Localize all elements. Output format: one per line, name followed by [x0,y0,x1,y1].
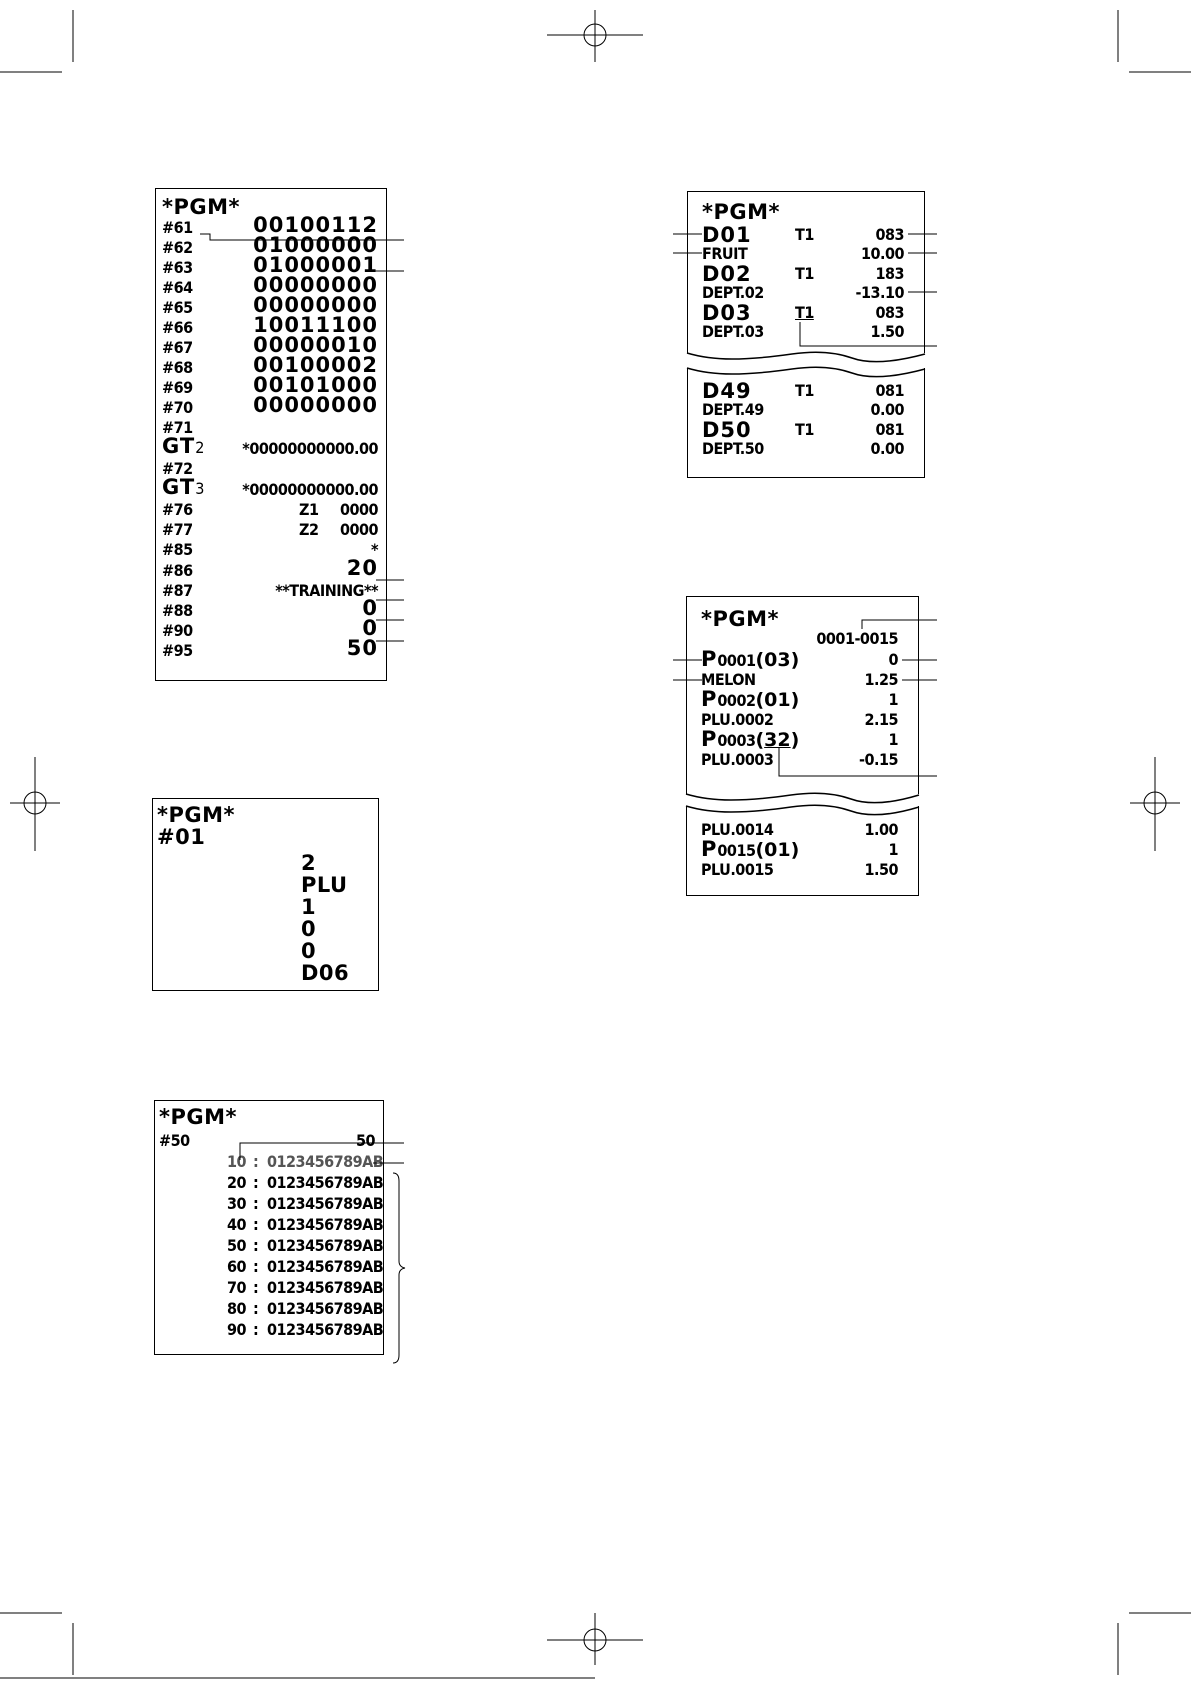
dept-value: 083 [875,303,904,322]
plu-value: 1.50 [864,860,898,879]
dept-name: DEPT.03 [702,322,764,341]
dept-value: 081 [875,420,904,439]
dept-value: 0.00 [870,439,904,458]
row-label: #68 [162,358,193,377]
receipt-row [156,556,386,580]
row-value: 50 [346,636,378,660]
receipt-function-key [152,798,379,991]
row-value: 00000000 [253,293,378,317]
row-value: 00100112 [253,213,378,237]
receipt-departments-top [687,191,925,353]
receipt-program-settings [155,188,387,681]
plu-value: 1 [888,690,898,709]
line-num: 60 [227,1257,247,1276]
plu-value: -0.15 [859,750,898,769]
plu-code: P0015(01) [701,837,800,861]
row-value: 0 [362,596,378,620]
line-num: 20 [227,1173,247,1192]
gt2-value: *00000000000.00 [242,439,378,458]
row-label: #69 [162,378,193,397]
dept-value: 083 [875,225,904,244]
row-label: #72 [162,459,193,478]
plu-name: PLU.0002 [701,710,774,729]
row-label: #88 [162,601,193,620]
line-sep: : [253,1299,259,1318]
row-value: 20 [346,556,378,580]
row-label: #64 [162,278,193,297]
line-num: 70 [227,1278,247,1297]
plu-value: 1 [888,730,898,749]
plu-code: P0001(03) [701,647,800,671]
plu-value: 0 [888,650,898,669]
dept-name: DEPT.02 [702,283,764,302]
receipt-plu-bottom [686,806,919,896]
receipt-row [156,580,386,600]
line-text: 0123456789AB [267,1236,384,1255]
line-sep: : [253,1152,259,1171]
receipt-row [156,499,386,519]
line-sep: : [253,1278,259,1297]
line-text: 0123456789AB [267,1320,384,1339]
receipt-row-gt2 [156,434,386,458]
z1-value: 0000 [339,500,378,519]
receipt-line: 1 [301,895,317,919]
receipt-row [156,393,386,417]
receipt-header: *PGM* [701,607,779,631]
row-value: * [370,540,378,559]
receipt-departments-bottom [687,368,925,478]
receipt-row [156,596,386,620]
row-value: 00000000 [253,273,378,297]
z1-label: Z1 [299,500,319,519]
row-label: #66 [162,318,193,337]
dept-name: DEPT.49 [702,400,764,419]
receipt-value: 50 [355,1131,375,1150]
dept-code: D03 [702,301,752,325]
row-value: 00000010 [253,333,378,357]
plu-value: 1.00 [864,820,898,839]
line-text: 0123456789AB [267,1299,384,1318]
z2-label: Z2 [299,520,319,539]
receipt-message-lines [154,1100,384,1355]
plu-name: PLU.0014 [701,820,774,839]
plu-name: PLU.0003 [701,750,774,769]
line-text: 0123456789AB [267,1257,384,1276]
line-sep: : [253,1236,259,1255]
receipt-code: #01 [157,825,206,849]
plu-value: 1.25 [864,670,898,689]
row-label: #86 [162,561,193,580]
row-value: 00000000 [253,393,378,417]
tear-edge-icon [686,793,919,802]
line-num: 40 [227,1215,247,1234]
dept-value: 081 [875,381,904,400]
dept-name: DEPT.50 [702,439,764,458]
row-label: #67 [162,338,193,357]
row-label: #61 [162,218,193,237]
plu-value: 1 [888,840,898,859]
dept-code: D50 [702,418,752,442]
row-label: #90 [162,621,193,640]
receipt-line: 0 [301,917,317,941]
line-num: 30 [227,1194,247,1213]
row-value: 01000001 [253,253,378,277]
plu-value: 2.15 [864,710,898,729]
line-sep: : [253,1320,259,1339]
row-label: #62 [162,238,193,257]
dept-tax: T1 [795,420,814,439]
line-sep: : [253,1173,259,1192]
row-label: #87 [162,581,193,600]
receipt-header: *PGM* [702,200,780,224]
plu-name: MELON [701,670,756,689]
receipt-header: *PGM* [162,195,240,219]
line-text: 0123456789AB [267,1152,384,1171]
receipt-row-gt3 [156,475,386,499]
plu-name: PLU.0015 [701,860,774,879]
brace-icon [393,1173,405,1363]
plu-code: P0002(01) [701,687,800,711]
line-num: 50 [227,1236,247,1255]
row-value: 00100002 [253,353,378,377]
receipt-line: PLU [301,873,348,897]
receipt-line: D06 [301,961,350,985]
line-text: 0123456789AB [267,1278,384,1297]
line-sep: : [253,1194,259,1213]
line-num: 90 [227,1320,247,1339]
row-value: 0 [362,616,378,640]
line-text: 0123456789AB [267,1173,384,1192]
dept-name: FRUIT [702,244,748,263]
dept-value: 1.50 [870,322,904,341]
receipt-row [156,519,386,539]
receipt-header: *PGM* [159,1105,237,1129]
tear-edge-icon [687,352,925,361]
line-text: 0123456789AB [267,1194,384,1213]
line-sep: : [253,1215,259,1234]
line-text: 0123456789AB [267,1215,384,1234]
row-value: 01000000 [253,233,378,257]
plu-range: 0001-0015 [816,629,898,648]
receipt-plu-top [686,596,919,794]
z2-value: 0000 [339,520,378,539]
row-label: #65 [162,298,193,317]
dept-code: D49 [702,379,752,403]
receipt-line: 0 [301,939,317,963]
row-label: #77 [162,520,193,539]
line-num: 80 [227,1299,247,1318]
gt2-label: GT2 [162,434,204,458]
receipt-row [156,636,386,660]
receipt-code: #50 [159,1131,190,1150]
row-label: #63 [162,258,193,277]
line-sep: : [253,1257,259,1276]
dept-value: 0.00 [870,400,904,419]
row-value: 00101000 [253,373,378,397]
dept-tax: T1 [795,225,814,244]
row-label: #70 [162,398,193,417]
receipt-line: 2 [301,851,317,875]
dept-value: -13.10 [855,283,904,302]
dept-code: D02 [702,262,752,286]
dept-tax: T1 [795,303,814,322]
row-label: #95 [162,641,193,660]
gt3-value: *00000000000.00 [242,480,378,499]
plu-code: P0003(32) [701,727,800,751]
row-value: **TRAINING** [275,581,378,600]
gt3-label: GT3 [162,475,204,499]
dept-value: 183 [875,264,904,283]
dept-tax: T1 [795,381,814,400]
dept-code: D01 [702,223,752,247]
dept-tax: T1 [795,264,814,283]
line-num: 10 [227,1152,247,1171]
row-label: #85 [162,540,193,559]
dept-value: 10.00 [860,244,904,263]
row-value: 10011100 [253,313,378,337]
row-label: #71 [162,418,193,437]
receipt-header: *PGM* [157,803,235,827]
row-label: #76 [162,500,193,519]
